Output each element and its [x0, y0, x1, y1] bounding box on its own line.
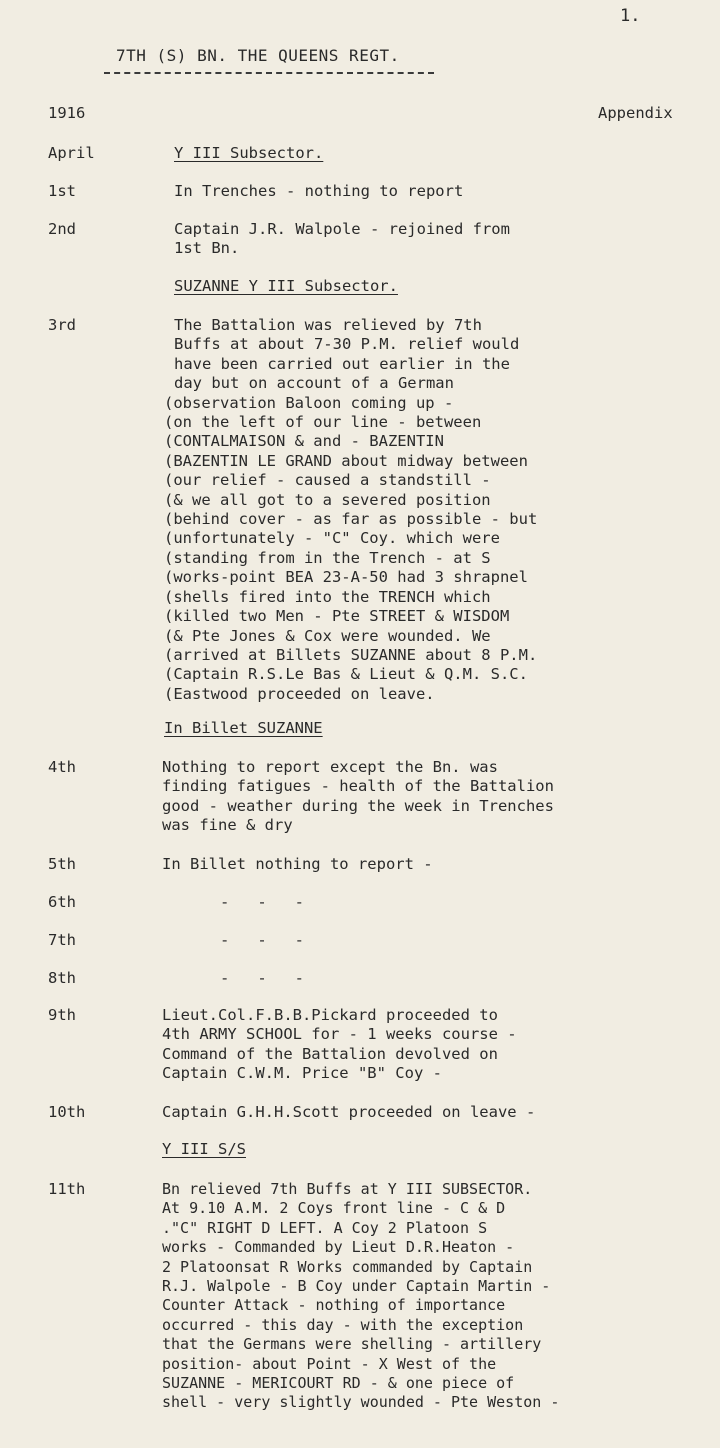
entry-line: was fine & dry	[162, 816, 293, 835]
entry-date: 11th	[48, 1180, 86, 1198]
entry-line: position- about Point - X West of the	[162, 1354, 497, 1373]
entry-line: 4th ARMY SCHOOL for - 1 weeks course -	[162, 1025, 517, 1044]
month-label: April	[48, 144, 95, 162]
entry-line: (BAZENTIN LE GRAND about midway between	[164, 451, 528, 470]
entry-line: have been carried out earlier in the	[174, 354, 510, 373]
page-number: 1.	[620, 6, 641, 26]
section-heading-suzanne: SUZANNE Y III Subsector.	[174, 277, 398, 295]
entry-line: Captain J.R. Walpole - rejoined from	[174, 220, 510, 238]
entry-date: 6th	[48, 893, 76, 911]
entry-date: 10th	[48, 1103, 86, 1121]
entry-text-3rd	[164, 316, 537, 704]
entry-line: R.J. Walpole - B Coy under Captain Martin -	[162, 1277, 551, 1296]
entry-line: (arrived at Billets SUZANNE about 8 P.M.	[164, 645, 538, 664]
entry-date: 3rd	[48, 316, 76, 334]
entry-line: Lieut.Col.F.B.B.Pickard proceeded to	[162, 1006, 498, 1024]
title-underline	[104, 72, 434, 74]
entry-line: Captain C.W.M. Price "B" Coy -	[162, 1064, 442, 1083]
entry-line: In Billet nothing to report -	[162, 855, 433, 873]
entry-date: 7th	[48, 931, 76, 949]
entry-line: (& we all got to a severed position	[164, 490, 491, 509]
entry-line: (CONTALMAISON & and - BAZENTIN	[164, 432, 444, 451]
appendix-label: Appendix	[598, 104, 673, 122]
entry-line: that the Germans were shelling - artillery	[162, 1335, 542, 1354]
entry-text-2nd	[174, 220, 510, 259]
entry-line: 1st Bn.	[174, 239, 240, 258]
section-heading-y3-subsector: Y III Subsector.	[174, 144, 324, 162]
entry-line: (works-point BEA 23-A-50 had 3 shrapnel	[164, 568, 528, 587]
entry-text-5th	[162, 855, 433, 874]
entry-line: (killed two Men - Pte STREET & WISDOM	[164, 607, 510, 626]
ditto-marks: - - -	[220, 969, 304, 987]
entry-date: 5th	[48, 855, 76, 873]
page-title: 7TH (S) BN. THE QUEENS REGT.	[116, 46, 400, 65]
entry-line: SUZANNE - MERICOURT RD - & one piece of	[162, 1374, 515, 1393]
entry-line: good - weather during the week in Trenches	[162, 796, 554, 815]
entry-line: (& Pte Jones & Cox were wounded. We	[164, 626, 491, 645]
entry-line: (observation Baloon coming up -	[164, 393, 454, 412]
entry-date: 1st	[48, 182, 76, 200]
entry-line: The Battalion was relieved by 7th	[174, 316, 482, 334]
entry-line: (unfortunately - "C" Coy. which were	[164, 529, 500, 548]
entry-line: works - Commanded by Lieut D.R.Heaton -	[162, 1238, 515, 1257]
entry-line: Captain G.H.H.Scott proceeded on leave -	[162, 1103, 536, 1121]
entry-line: Bn relieved 7th Buffs at Y III SUBSECTOR.	[162, 1180, 533, 1198]
entry-line: (standing from in the Trench - at S	[164, 548, 491, 567]
entry-text-11th	[162, 1180, 559, 1413]
entry-line: Counter Attack - nothing of importance	[162, 1296, 506, 1315]
entry-line: (Captain R.S.Le Bas & Lieut & Q.M. S.C.	[164, 665, 528, 684]
entry-line: (on the left of our line - between	[164, 413, 482, 432]
entry-line: Buffs at about 7-30 P.M. relief would	[174, 335, 520, 354]
entry-date: 8th	[48, 969, 76, 987]
entry-line: ."C" RIGHT D LEFT. A Coy 2 Platoon S	[162, 1218, 488, 1237]
section-heading-in-billet: In Billet SUZANNE	[164, 719, 323, 737]
entry-text-9th	[162, 1006, 517, 1084]
entry-line: (Eastwood proceeded on leave.	[164, 684, 435, 703]
entry-line: In Trenches - nothing to report	[174, 182, 464, 200]
entry-text-10th	[162, 1103, 535, 1122]
entry-line: (shells fired into the TRENCH which	[164, 587, 491, 606]
entry-line: Command of the Battalion devolved on	[162, 1044, 498, 1063]
entry-line: 2 Platoonsat R Works commanded by Captain	[162, 1257, 533, 1276]
entry-line: occurred - this day - with the exception	[162, 1315, 524, 1334]
entry-line: (behind cover - as far as possible - but	[164, 510, 538, 529]
entry-date: 4th	[48, 758, 76, 776]
entry-line: day but on account of a German	[174, 374, 454, 393]
entry-line: shell - very slightly wounded - Pte Weston -	[162, 1393, 560, 1412]
entry-line: (our relief - caused a standstill -	[164, 471, 491, 490]
entry-text-1st	[174, 182, 463, 201]
section-heading-y3-ss: Y III S/S	[162, 1140, 246, 1158]
entry-line: At 9.10 A.M. 2 Coys front line - C & D	[162, 1199, 506, 1218]
entry-text-4th	[162, 758, 554, 836]
ditto-marks: - - -	[220, 931, 304, 949]
year: 1916	[48, 104, 86, 122]
entry-line: finding fatigues - health of the Battalion	[162, 777, 554, 796]
ditto-marks: - - -	[220, 893, 304, 911]
entry-line: Nothing to report except the Bn. was	[162, 758, 498, 776]
entry-date: 9th	[48, 1006, 76, 1024]
entry-date: 2nd	[48, 220, 76, 238]
